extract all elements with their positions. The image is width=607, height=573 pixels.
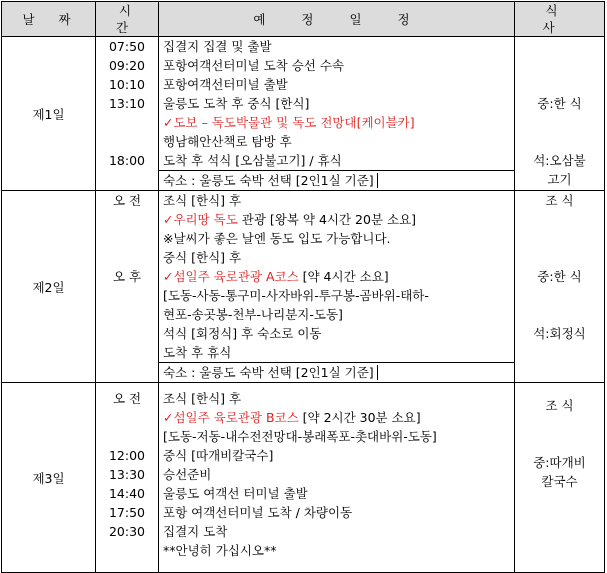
time-column	[96, 383, 159, 573]
meal-cell: 석:회정식	[533, 326, 586, 341]
plan-column	[159, 383, 515, 573]
time-cell	[96, 113, 158, 132]
time-cell: 07:50	[108, 39, 146, 54]
day-label: 제2일	[2, 191, 96, 383]
header-time: 시 간	[96, 2, 159, 37]
lodging-box	[159, 170, 514, 190]
time-cell	[96, 210, 158, 229]
plan-line: 울릉도 도착 후 중식 [한식]	[163, 96, 310, 111]
time-cell: 14:40	[108, 486, 146, 501]
plan-line: [도동-사동-통구미-사자바위-투구봉-곰바위-태하-	[163, 288, 429, 303]
meal-cell	[515, 75, 604, 94]
plan-detail: [약 2시간 30분 소요]	[298, 410, 421, 425]
meal-cell	[515, 286, 604, 305]
plan-detail: 관광 [왕복 약 4시간 20분 소요]	[237, 212, 417, 227]
day-row-1	[2, 37, 605, 191]
time-cell: 12:00	[108, 448, 146, 463]
time-cell: 18:00	[108, 153, 146, 168]
meal-cell	[515, 434, 604, 453]
plan-line	[159, 210, 514, 229]
plan-detail: [약 4시간 소요]	[298, 269, 389, 284]
time-cell: 오 후	[112, 269, 142, 284]
time-cell	[96, 229, 158, 248]
meal-cell: 조 식	[545, 398, 574, 413]
lodging-box	[159, 362, 514, 382]
meal-cell	[515, 415, 604, 434]
plan-line: 집결지 도착	[163, 524, 228, 539]
meal-cell: 중:한 식	[537, 96, 582, 111]
plan-line: 포항여객선터미널 도착 승선 수속	[163, 58, 344, 73]
day-label: 제1일	[2, 37, 96, 191]
plan-line: 승선준비	[163, 467, 212, 482]
plan-line: 중식 [한식] 후	[163, 250, 242, 265]
meal-cell	[515, 210, 604, 229]
time-cell: 10:10	[108, 77, 146, 92]
plan-line: **안녕히 가십시오**	[163, 543, 277, 558]
meal-cell	[515, 56, 604, 75]
plan-line	[159, 267, 514, 286]
plan-column	[159, 37, 515, 191]
itinerary-table	[1, 1, 605, 573]
plan-line: ※날씨가 좋은 날엔 동도 입도 가능합니다.	[163, 231, 391, 246]
plan-line: 석식 [회정식] 후 숙소로 이동	[163, 326, 322, 341]
plan-line: [도동-저동-내수전전망대-봉래폭포-촛대바위-도동]	[163, 429, 437, 444]
day-label: 제3일	[2, 383, 96, 573]
lodging-text: 숙소 : 울릉도 숙박 선택 [2인1실 기준]	[163, 365, 378, 380]
meal-cell	[515, 248, 604, 267]
plan-line: 조식 [한식] 후	[163, 391, 242, 406]
plan-line: 울릉도 여객선 터미널 출발	[163, 486, 308, 501]
time-cell	[96, 408, 158, 427]
time-column	[96, 191, 159, 383]
plan-line-highlight: ✓도보 – 독도박물관 및 독도 전망대[케이블카]	[163, 115, 415, 130]
plan-line	[159, 408, 514, 427]
meal-cell: 칼국수	[541, 474, 578, 489]
meal-cell: 석:오삼불	[533, 153, 586, 168]
plan-line: 현포-송곳봉-천부-나리분지-도동]	[163, 307, 343, 322]
plan-line: 도착 후 석식 [오삼불고기] / 휴식	[163, 153, 342, 168]
meal-column	[515, 191, 605, 383]
meal-cell: 중:따개비	[533, 455, 586, 470]
plan-highlight: ✓섬일주 육로관광 B코스	[163, 410, 299, 425]
header-row	[2, 2, 605, 37]
time-cell: 17:50	[108, 505, 146, 520]
meal-cell	[515, 132, 604, 151]
meal-cell	[515, 229, 604, 248]
meal-cell: 조 식	[545, 193, 574, 208]
plan-line: 포항여객선터미널 출발	[163, 77, 288, 92]
plan-line: 도착 후 휴식	[163, 345, 232, 360]
plan-line: 집결지 집결 및 출발	[163, 39, 272, 54]
header-meal: 식 사	[515, 2, 605, 37]
meal-column	[515, 37, 605, 191]
meal-cell: 고기	[547, 172, 572, 187]
meal-cell: 중:한 식	[537, 269, 582, 284]
header-date: 날 짜	[2, 2, 96, 37]
time-cell: 13:10	[108, 96, 146, 111]
time-cell: 20:30	[108, 524, 146, 539]
plan-column	[159, 191, 515, 383]
meal-cell	[515, 113, 604, 132]
plan-highlight: ✓우리땅 독도	[163, 212, 238, 227]
plan-line: 포항 여객선터미널 도착 / 차량이동	[163, 505, 353, 520]
time-cell: 오 전	[112, 391, 142, 406]
day-row-2	[2, 191, 605, 383]
plan-highlight: ✓섬일주 육로관광 A코스	[163, 269, 299, 284]
plan-line: 조식 [한식] 후	[163, 193, 242, 208]
time-cell: 13:30	[108, 467, 146, 482]
meal-column	[515, 383, 605, 573]
time-cell	[96, 132, 158, 151]
day-row-3	[2, 383, 605, 573]
lodging-text: 숙소 : 울릉도 숙박 선택 [2인1실 기준]	[163, 173, 378, 188]
time-column	[96, 37, 159, 191]
meal-cell	[515, 305, 604, 324]
time-cell	[96, 427, 158, 446]
time-cell: 오 전	[112, 193, 142, 208]
plan-line: 중식 [따개비칼국수]	[163, 448, 274, 463]
meal-cell	[515, 37, 604, 56]
plan-line: 행남해안산책로 탐방 후	[163, 134, 292, 149]
time-cell: 09:20	[108, 58, 146, 73]
header-plan: 예 정 일 정	[159, 2, 515, 37]
time-cell	[96, 248, 158, 267]
